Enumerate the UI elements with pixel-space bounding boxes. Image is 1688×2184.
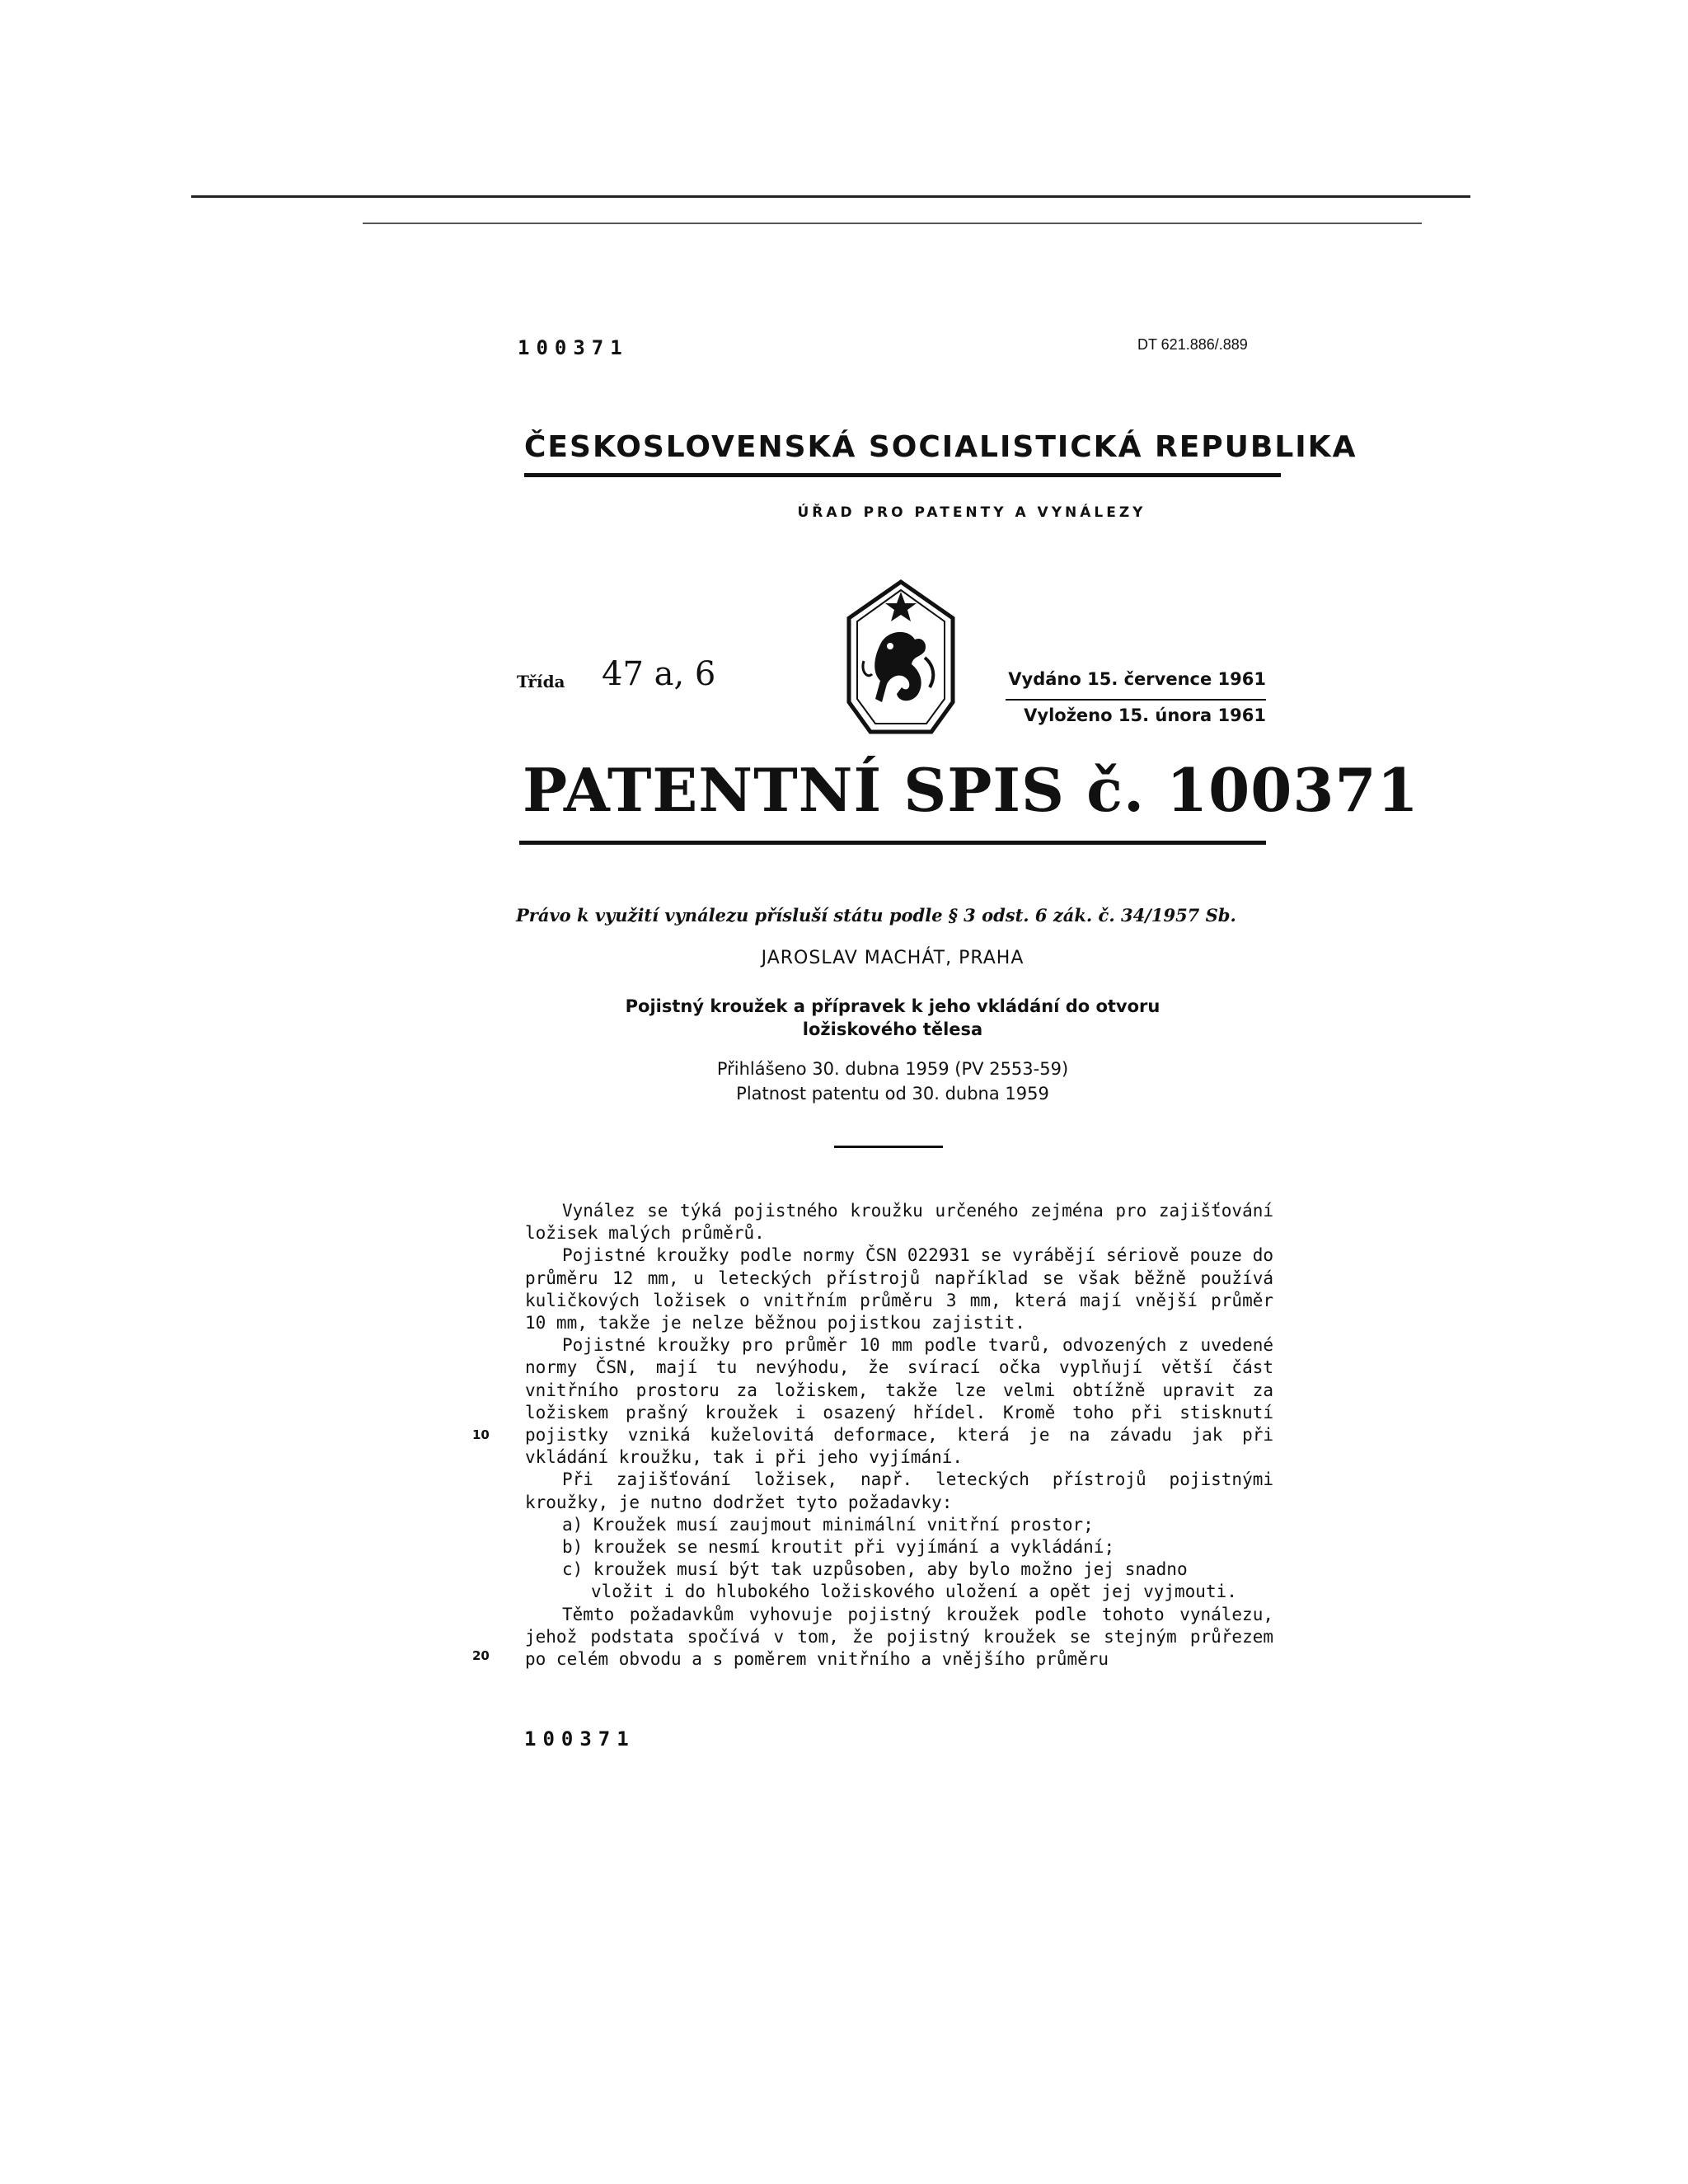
footer-doc-number: 100371 [524,1727,635,1750]
line-number-10: 10 [472,1427,490,1442]
laid-out-date: Vyloženo 15. února 1961 [1024,705,1266,725]
title-underline [519,841,1266,845]
author: JAROSLAV MACHÁT, PRAHA [761,948,1025,968]
section-divider [834,1146,943,1148]
republic-underline [524,473,1281,477]
trida-value: 47 a, 6 [602,655,716,693]
body-paragraph: Při zajišťování ložisek, např. leteckých přístrojů pojistnými kroužky, je nutno dodržet tyto požadavky: [525,1469,1273,1512]
patent-validity: Platnost patentu od 30. dubna 1959 [736,1084,1049,1104]
patent-body-text [525,1200,1273,1671]
scan-edge-line [363,223,1422,224]
requirement-item: c) kroužek musí být tak uzpůsoben, aby bylo možno jej snadno [562,1559,1188,1580]
republic-heading: ČESKOSLOVENSKÁ SOCIALISTICKÁ REPUBLIKA [524,430,1357,464]
requirement-item-continued: vložit i do hlubokého ložiskového uložení a opět jej vyjmouti. [591,1582,1237,1602]
body-paragraph: Pojistné kroužky pro průměr 10 mm podle tvarů, odvozených z uvedené normy ČSN, mají tu nevýhodu, že svírací očka vyplňují větší část vnitřního prostoru za ložiskem, takže lze velmi obtížně upravit za ložiskem prašný kroužek i osazený hřídel. Kromě toho při stisknutí pojistky vzniká kuželovitá deformace, která je na závadu jak při vkládání kroužku, tak i při jeho vyjímání. [525,1335,1273,1468]
body-paragraph: Vynález se týká pojistného kroužku určeného zejména pro zajišťování ložisek malých průměrů. [525,1201,1273,1244]
body-paragraph: Pojistné kroužky podle normy ČSN 022931 se vyrábějí sériově pouze do průměru 12 mm, u leteckých přístrojů například se však běžně používá kuličkových ložisek o vnitřním průměru 3 mm, která mají vnější průměr 10 mm, takže je nelze běžnou pojistkou zajistit. [525,1245,1273,1333]
subject-line-1: Pojistný kroužek a přípravek k jeho vkládání do otvoru [625,996,1160,1016]
line-number-20: 20 [472,1648,490,1663]
top-rule [191,195,1470,198]
requirement-item: b) kroužek se nesmí kroutit při vyjímání a vykládání; [562,1537,1115,1558]
filing-date: Přihlášeno 30. dubna 1959 (PV 2553-59) [716,1059,1069,1079]
issued-date: Vydáno 15. července 1961 [1008,669,1266,689]
state-right-notice: Právo k využití vynálezu přísluší státu podle § 3 odst. 6 zák. č. 34/1957 Sb. [516,905,1236,926]
patent-subject [519,995,1266,1041]
page-title: PATENTNÍ SPIS č. 100371 [523,755,1419,825]
date-divider [1006,699,1266,701]
dt-classification: DT 621.886/.889 [1137,336,1248,353]
body-paragraph: Těmto požadavkům vyhovuje pojistný kroužek podle tohoto vynálezu, jehož podstata spočívá v tom, že pojistný kroužek se stejným průřezem po celém obvodu a s poměrem vnitřního a vnějšího průměru [525,1604,1273,1670]
filing-info [519,1057,1266,1106]
header-doc-number: 100371 [518,336,629,359]
trida-label: Třída [517,672,565,691]
requirement-item: a) Kroužek musí zaujmout minimální vnitřní prostor; [562,1514,1094,1535]
office-name: ÚŘAD PRO PATENTY A VYNÁLEZY [797,504,1146,521]
subject-line-2: ložiskového tělesa [802,1019,983,1039]
